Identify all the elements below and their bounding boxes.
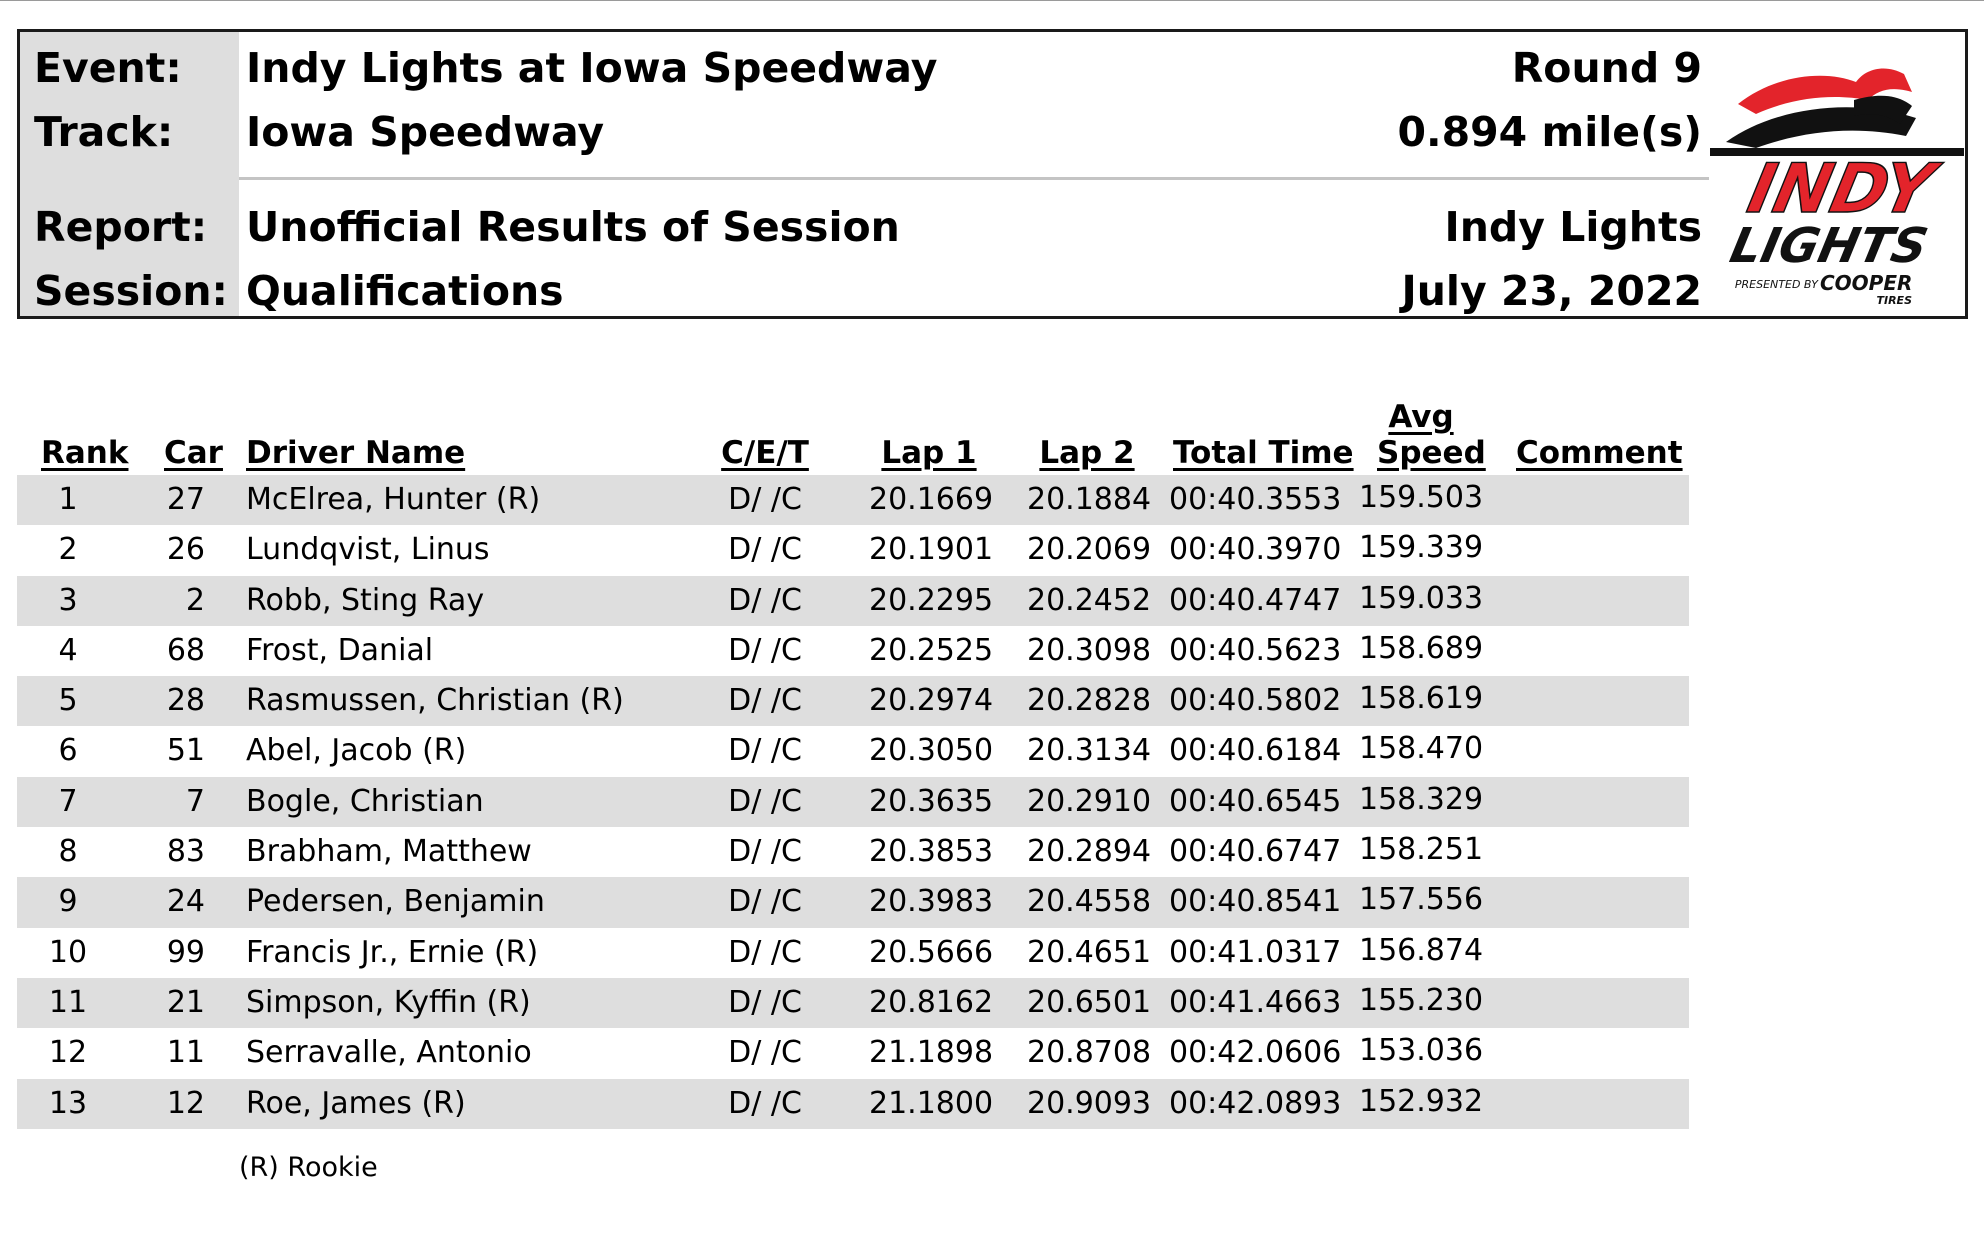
report-label: Report: xyxy=(34,203,208,251)
col-avg: Avg xyxy=(1388,399,1454,435)
track-label: Track: xyxy=(34,108,174,156)
lap1-cell: 20.2525 xyxy=(869,632,994,668)
total-time-cell: 00:40.3553 xyxy=(1169,482,1342,517)
table-row xyxy=(17,676,1689,726)
col-lap2: Lap 2 xyxy=(1039,435,1135,471)
total-time-cell: 00:40.6747 xyxy=(1169,834,1342,870)
col-total-time: Total Time xyxy=(1173,435,1354,471)
car-cell: 24 xyxy=(166,884,205,920)
logo-presented-text: PRESENTED BY xyxy=(1734,278,1818,291)
lap2-cell: 20.3098 xyxy=(1027,632,1152,668)
results-table-body xyxy=(17,475,1689,1129)
speed-cell: 152.932 xyxy=(1359,1083,1484,1119)
total-time-cell: 00:42.0606 xyxy=(1169,1035,1342,1071)
speed-cell: 158.251 xyxy=(1359,832,1484,868)
car-cell: 51 xyxy=(166,733,205,769)
cet-cell: D/ /C xyxy=(728,783,802,819)
lap1-cell: 20.3983 xyxy=(869,884,994,920)
total-time-cell: 00:40.6545 xyxy=(1169,783,1342,819)
cet-cell: D/ /C xyxy=(728,532,802,568)
lap2-cell: 20.2452 xyxy=(1027,582,1152,618)
speed-cell: 156.874 xyxy=(1359,932,1484,968)
session-date: July 23, 2022 xyxy=(1401,267,1702,315)
speed-cell: 155.230 xyxy=(1359,982,1484,1018)
report-title: Unofficial Results of Session xyxy=(246,203,900,251)
table-row xyxy=(17,777,1689,827)
driver-cell: Brabham, Matthew xyxy=(246,834,532,870)
report-header xyxy=(17,29,1968,319)
car-cell: 26 xyxy=(166,532,205,568)
rank-cell: 10 xyxy=(48,934,88,970)
lap1-cell: 20.3853 xyxy=(869,834,994,870)
lap1-cell: 21.1800 xyxy=(869,1085,994,1121)
driver-cell: Bogle, Christian xyxy=(246,783,484,819)
rank-cell: 3 xyxy=(58,582,78,618)
rank-cell: 9 xyxy=(58,884,78,920)
session-label: Session: xyxy=(34,267,228,315)
session-name: Qualifications xyxy=(246,267,564,315)
col-lap1: Lap 1 xyxy=(881,435,977,471)
car-cell: 21 xyxy=(166,984,205,1020)
lap2-cell: 20.1884 xyxy=(1027,482,1152,517)
car-cell: 7 xyxy=(185,783,205,819)
logo-lights-text: LIGHTS xyxy=(1725,218,1933,274)
driver-cell: Serravalle, Antonio xyxy=(246,1035,532,1071)
rookie-footnote: (R) Rookie xyxy=(239,1152,378,1183)
driver-cell: Francis Jr., Ernie (R) xyxy=(246,934,539,970)
results-table-header xyxy=(17,395,1689,473)
total-time-cell: 00:40.4747 xyxy=(1169,582,1342,618)
table-row xyxy=(17,726,1689,776)
car-cell: 83 xyxy=(166,834,205,870)
table-row xyxy=(17,475,1689,525)
series-name: Indy Lights xyxy=(1444,203,1702,251)
top-rule xyxy=(0,0,1984,1)
speed-cell: 153.036 xyxy=(1359,1033,1484,1069)
table-row xyxy=(17,877,1689,927)
rank-cell: 6 xyxy=(58,733,78,769)
table-row xyxy=(17,1079,1689,1129)
lap1-cell: 20.1669 xyxy=(869,482,994,517)
rank-cell: 7 xyxy=(58,783,78,819)
speed-cell: 158.470 xyxy=(1359,731,1484,767)
total-time-cell: 00:40.3970 xyxy=(1169,532,1342,568)
cet-cell: D/ /C xyxy=(728,1085,802,1121)
rank-cell: 1 xyxy=(58,482,78,517)
total-time-cell: 00:40.5623 xyxy=(1169,632,1342,668)
cet-cell: D/ /C xyxy=(728,984,802,1020)
total-time-cell: 00:40.6184 xyxy=(1169,733,1342,769)
col-driver: Driver Name xyxy=(246,435,466,471)
track-name: Iowa Speedway xyxy=(246,108,605,156)
table-row xyxy=(17,576,1689,626)
lap2-cell: 20.2894 xyxy=(1027,834,1152,870)
speed-cell: 158.619 xyxy=(1359,681,1484,717)
driver-cell: Frost, Danial xyxy=(246,632,434,668)
lap1-cell: 20.8162 xyxy=(869,984,994,1020)
car-cell: 12 xyxy=(166,1085,205,1121)
event-label: Event: xyxy=(34,44,182,92)
speed-cell: 159.339 xyxy=(1359,530,1484,566)
lap1-cell: 20.2295 xyxy=(869,582,994,618)
rank-cell: 13 xyxy=(48,1085,88,1121)
lap2-cell: 20.6501 xyxy=(1027,984,1152,1020)
col-rank: Rank xyxy=(41,435,129,471)
lap2-cell: 20.2069 xyxy=(1027,532,1152,568)
track-length: 0.894 mile(s) xyxy=(1397,108,1702,156)
speed-cell: 157.556 xyxy=(1359,882,1484,918)
lap2-cell: 20.8708 xyxy=(1027,1035,1152,1071)
lap2-cell: 20.3134 xyxy=(1027,733,1152,769)
car-cell: 28 xyxy=(166,683,205,719)
driver-cell: Pedersen, Benjamin xyxy=(246,884,545,920)
speed-cell: 158.689 xyxy=(1359,630,1484,666)
speed-cell: 159.033 xyxy=(1359,580,1484,616)
cet-cell: D/ /C xyxy=(728,834,802,870)
total-time-cell: 00:41.4663 xyxy=(1169,984,1342,1020)
logo-sponsor-sub-text: TIRES xyxy=(1876,294,1912,307)
driver-cell: Rasmussen, Christian (R) xyxy=(246,683,624,719)
car-cell: 99 xyxy=(166,934,205,970)
driver-cell: Simpson, Kyffin (R) xyxy=(246,984,531,1020)
driver-cell: McElrea, Hunter (R) xyxy=(246,482,541,517)
cet-cell: D/ /C xyxy=(728,733,802,769)
rank-cell: 5 xyxy=(58,683,78,719)
car-cell: 68 xyxy=(166,632,205,668)
table-row xyxy=(17,827,1689,877)
table-row xyxy=(17,525,1689,575)
rank-cell: 4 xyxy=(58,632,78,668)
speed-cell: 158.329 xyxy=(1359,781,1484,817)
col-speed: Speed xyxy=(1377,435,1486,471)
total-time-cell: 00:40.5802 xyxy=(1169,683,1342,719)
total-time-cell: 00:41.0317 xyxy=(1169,934,1342,970)
cet-cell: D/ /C xyxy=(728,683,802,719)
lap1-cell: 20.3635 xyxy=(869,783,994,819)
col-car: Car xyxy=(164,435,223,471)
header-divider xyxy=(239,177,1709,180)
indy-lights-logo xyxy=(1686,34,1966,314)
rank-cell: 12 xyxy=(48,1035,88,1071)
table-row xyxy=(17,1028,1689,1078)
lap1-cell: 21.1898 xyxy=(869,1035,994,1071)
round-number: Round 9 xyxy=(1511,44,1702,92)
lap1-cell: 20.5666 xyxy=(869,934,994,970)
cet-cell: D/ /C xyxy=(728,1035,802,1071)
driver-cell: Robb, Sting Ray xyxy=(246,582,485,618)
logo-sponsor-text: COOPER xyxy=(1820,271,1913,295)
total-time-cell: 00:42.0893 xyxy=(1169,1085,1342,1121)
lap2-cell: 20.4651 xyxy=(1027,934,1152,970)
car-cell: 27 xyxy=(166,482,205,517)
total-time-cell: 00:40.8541 xyxy=(1169,884,1342,920)
cet-cell: D/ /C xyxy=(728,632,802,668)
rank-cell: 11 xyxy=(48,984,88,1020)
driver-cell: Roe, James (R) xyxy=(246,1085,466,1121)
lap2-cell: 20.2910 xyxy=(1027,783,1152,819)
col-cet: C/E/T xyxy=(721,435,809,471)
rank-cell: 8 xyxy=(58,834,78,870)
lap2-cell: 20.2828 xyxy=(1027,683,1152,719)
lap2-cell: 20.9093 xyxy=(1027,1085,1152,1121)
event-name: Indy Lights at Iowa Speedway xyxy=(246,44,938,92)
speed-cell: 159.503 xyxy=(1359,480,1484,515)
cet-cell: D/ /C xyxy=(728,482,802,517)
lap1-cell: 20.3050 xyxy=(869,733,994,769)
driver-cell: Abel, Jacob (R) xyxy=(246,733,467,769)
car-cell: 11 xyxy=(166,1035,205,1071)
cet-cell: D/ /C xyxy=(728,582,802,618)
rank-cell: 2 xyxy=(58,532,78,568)
col-comment: Comment xyxy=(1516,435,1683,471)
table-row xyxy=(17,928,1689,978)
lap2-cell: 20.4558 xyxy=(1027,884,1152,920)
lap1-cell: 20.1901 xyxy=(869,532,994,568)
car-cell: 2 xyxy=(185,582,205,618)
logo-indy-text: INDY xyxy=(1741,149,1941,229)
cet-cell: D/ /C xyxy=(728,884,802,920)
lap1-cell: 20.2974 xyxy=(869,683,994,719)
cet-cell: D/ /C xyxy=(728,934,802,970)
table-row xyxy=(17,626,1689,676)
driver-cell: Lundqvist, Linus xyxy=(246,532,490,568)
table-row xyxy=(17,978,1689,1028)
